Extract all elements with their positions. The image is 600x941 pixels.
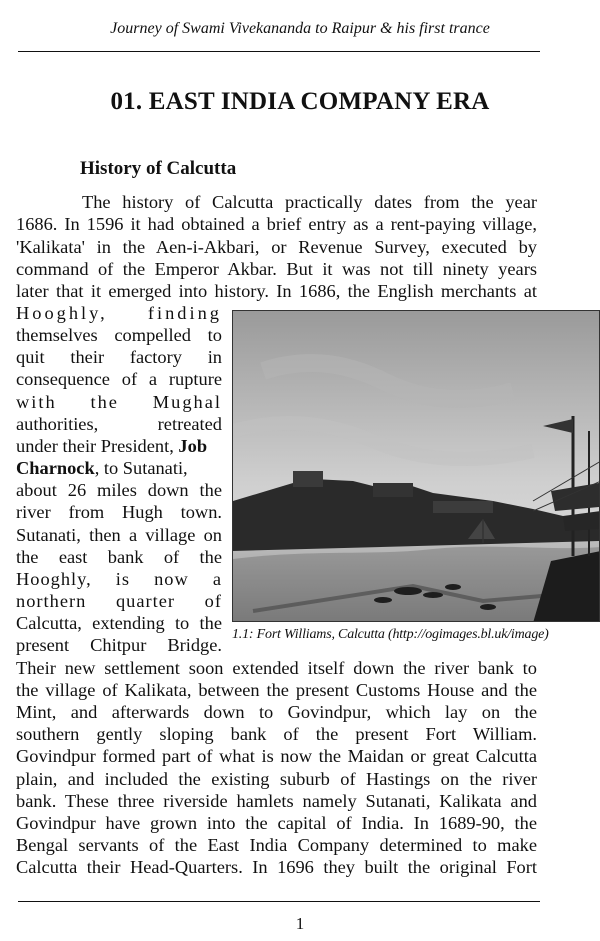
fort-william-photo (232, 310, 600, 622)
text-line: Govindpur have grown into the capital of India. In 1689-90, the (16, 813, 537, 833)
text-line: Mint, and afterwards down to Govindpur, which lay on the (16, 702, 537, 722)
person-name-charnock: Charnock (16, 458, 95, 478)
text-line: command of the Emperor Akbar. But it was not till ninety years (16, 259, 537, 279)
text-line: later that it emerged into history. In 1686, the English merchants at (16, 281, 537, 301)
text-line: southern gently sloping bank of the present Fort William. (16, 724, 537, 744)
text-line: Calcutta their Head-Quarters. In 1696 they built the original Fort (16, 857, 537, 877)
page-number: 1 (295, 914, 305, 933)
text-line: themselves compelled to (16, 325, 222, 345)
chapter-title: 01. EAST INDIA COMPANY ERA (110, 88, 490, 115)
text-line: about 26 miles down the (16, 480, 222, 500)
text-line: Their new settlement soon extended itself down the river bank to (16, 658, 537, 678)
text-line: Calcutta, extending to the (16, 613, 222, 633)
header-rule (18, 51, 540, 52)
text-line: 'Kalikata' in the Aen-i-Akbari, or Revenue Survey, executed by (16, 237, 537, 257)
text-line: Bengal servants of the East India Company determined to make (16, 835, 537, 855)
text-line: quit their factory in (16, 347, 222, 367)
text-fragment: under their President, (16, 436, 174, 456)
text-line: The history of Calcutta practically dates from the year (82, 192, 537, 212)
text-line: authorities, retreated (16, 414, 222, 434)
text-line: present Chitpur Bridge. (16, 635, 222, 655)
text-line: Sutanati, then a village on (16, 525, 222, 545)
footer-rule (18, 901, 540, 902)
text-line: northern quarter of (16, 591, 222, 611)
text-line (16, 457, 222, 479)
person-name-job: Job (178, 436, 208, 456)
text-line: the east bank of the (16, 547, 222, 567)
figure-caption: 1.1: Fort Williams, Calcutta (http://ogimages.bl.uk/image) (232, 627, 549, 642)
text-line: Hooghly, is now a (16, 569, 222, 589)
text-line: 1686. In 1596 it had obtained a brief entry as a rent-paying village, (16, 214, 537, 234)
text-line: plain, and included the existing suburb of Hastings on the river (16, 769, 537, 789)
text-line: with the Mughal (16, 392, 222, 412)
text-line: the village of Kalikata, between the present Customs House and the (16, 680, 537, 700)
text-line: Govindpur formed part of what is now the Maidan or great Calcutta (16, 746, 537, 766)
text-line: bank. These three riverside hamlets namely Sutanati, Kalikata and (16, 791, 537, 811)
running-head: Journey of Swami Vivekananda to Raipur & his first trance (110, 20, 490, 37)
section-title: History of Calcutta (80, 158, 237, 179)
text-fragment: , to Sutanati, (94, 458, 188, 478)
text-line: river from Hugh town. (16, 502, 222, 522)
text-line (16, 435, 222, 457)
text-line: consequence of a rupture (16, 369, 222, 389)
text-line: Hooghly, finding (16, 303, 222, 323)
